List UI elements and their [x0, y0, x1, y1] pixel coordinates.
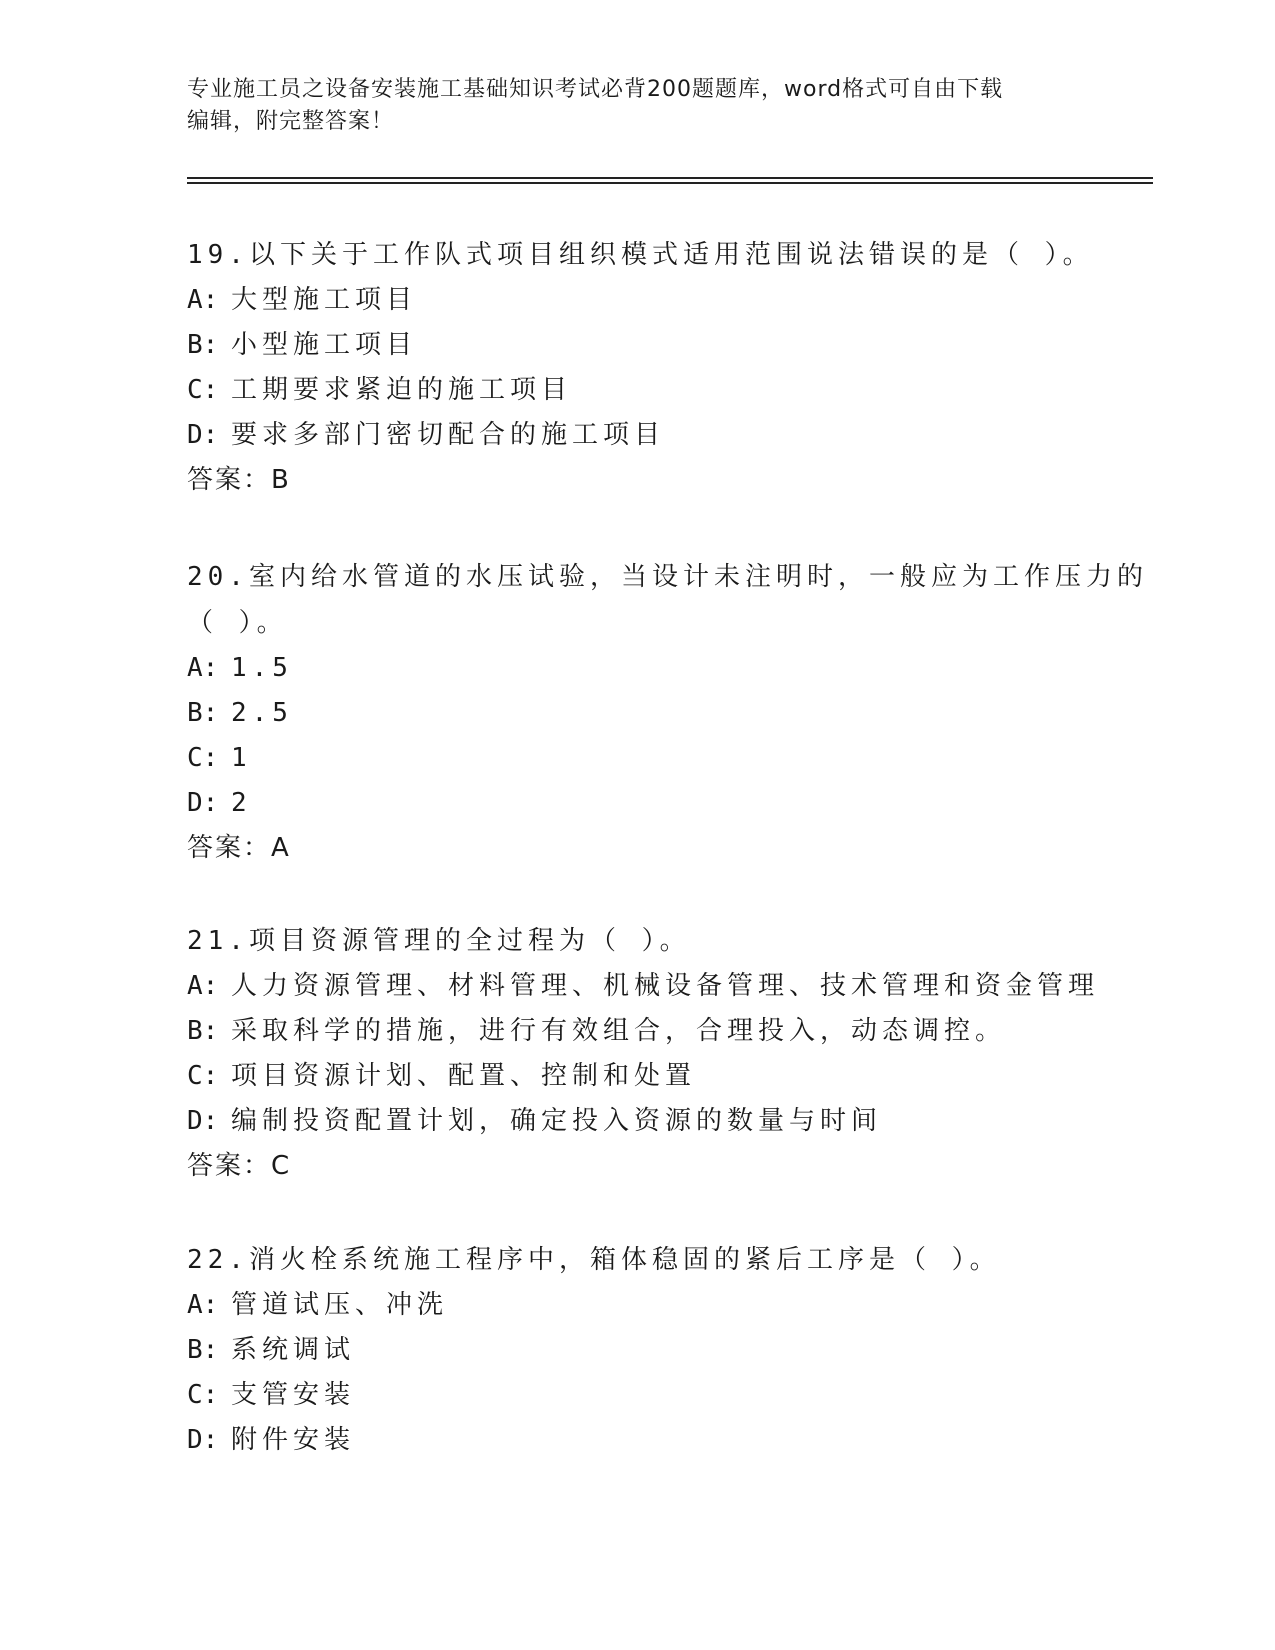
option-key: D:: [187, 1106, 219, 1136]
option-text: 要求多部门密切配合的施工项目: [231, 420, 666, 450]
option-text: 2: [231, 788, 252, 818]
option-text: 管道试压、冲洗: [231, 1290, 449, 1320]
option-b: [187, 323, 1087, 368]
option-text: 采取科学的措施，进行有效组合，合理投入，动态调控。: [231, 1016, 1007, 1046]
header-line-1: 专业施工员之设备安装施工基础知识考试必背200题题库，word格式可自由下载: [187, 77, 1004, 102]
option-key: A:: [187, 653, 219, 683]
option-text: 项目资源计划、配置、控制和处置: [231, 1061, 697, 1091]
option-key: A:: [187, 971, 219, 1001]
question-stem: 19.以下关于工作队式项目组织模式适用范围说法错误的是（ ）。: [187, 240, 1094, 270]
option-key: B:: [187, 1016, 219, 1046]
option-text: 小型施工项目: [231, 330, 418, 360]
option-c: [187, 368, 1087, 413]
question-stem-continued: （ ）。: [187, 608, 288, 638]
option-key: D:: [187, 788, 219, 818]
question-stem: 20.室内给水管道的水压试验，当设计未注明时，一般应为工作压力的: [187, 562, 1148, 592]
option-text: 1.5: [231, 653, 293, 683]
option-a: [187, 964, 1100, 1009]
option-key: B:: [187, 1335, 219, 1365]
option-text: 工期要求紧迫的施工项目: [231, 375, 573, 405]
option-text: 编制投资配置计划，确定投入资源的数量与时间: [231, 1106, 883, 1136]
option-a: [187, 278, 1087, 323]
header-divider-bottom: [187, 182, 1153, 184]
question-21: [187, 918, 1100, 1189]
question-stem: 22.消火栓系统施工程序中，箱体稳固的紧后工序是（ ）。: [187, 1245, 1001, 1275]
option-key: C:: [187, 375, 219, 405]
option-c: [187, 1373, 1087, 1418]
option-key: C:: [187, 1380, 219, 1410]
option-c: [187, 1054, 1087, 1099]
option-key: C:: [187, 1061, 219, 1091]
option-b: [187, 1328, 1087, 1373]
question-22: [187, 1237, 1087, 1463]
option-text: 附件安装: [231, 1425, 356, 1455]
option-text: 大型施工项目: [231, 285, 418, 315]
question-19: [187, 232, 1094, 503]
question-20: [187, 554, 1148, 871]
header-divider-top: [187, 177, 1153, 179]
option-text: 2.5: [231, 698, 293, 728]
option-d: [187, 413, 1087, 458]
option-text: 1: [231, 743, 252, 773]
option-d: [187, 781, 1087, 826]
option-d: [187, 1418, 1087, 1463]
option-c: [187, 736, 1087, 781]
question-stem: 21.项目资源管理的全过程为（ ）。: [187, 926, 691, 956]
option-key: B:: [187, 330, 219, 360]
option-key: A:: [187, 1290, 219, 1320]
option-a: [187, 1283, 1087, 1328]
option-key: D:: [187, 1425, 219, 1455]
option-key: A:: [187, 285, 219, 315]
option-b: [187, 691, 1087, 736]
option-key: B:: [187, 698, 219, 728]
answer-line: 答案：C: [187, 1151, 292, 1181]
option-key: C:: [187, 743, 219, 773]
answer-line: 答案：A: [187, 833, 291, 863]
option-b: [187, 1009, 1087, 1054]
option-text: 支管安装: [231, 1380, 356, 1410]
answer-line: 答案：B: [187, 465, 291, 495]
header-line-2: 编辑，附完整答案！: [187, 109, 395, 134]
option-d: [187, 1099, 1087, 1144]
option-text: 系统调试: [231, 1335, 356, 1365]
option-key: D:: [187, 420, 219, 450]
option-a: [187, 646, 1087, 691]
option-text: 人力资源管理、材料管理、机械设备管理、技术管理和资金管理: [231, 971, 1100, 1001]
document-header: [187, 74, 1067, 138]
